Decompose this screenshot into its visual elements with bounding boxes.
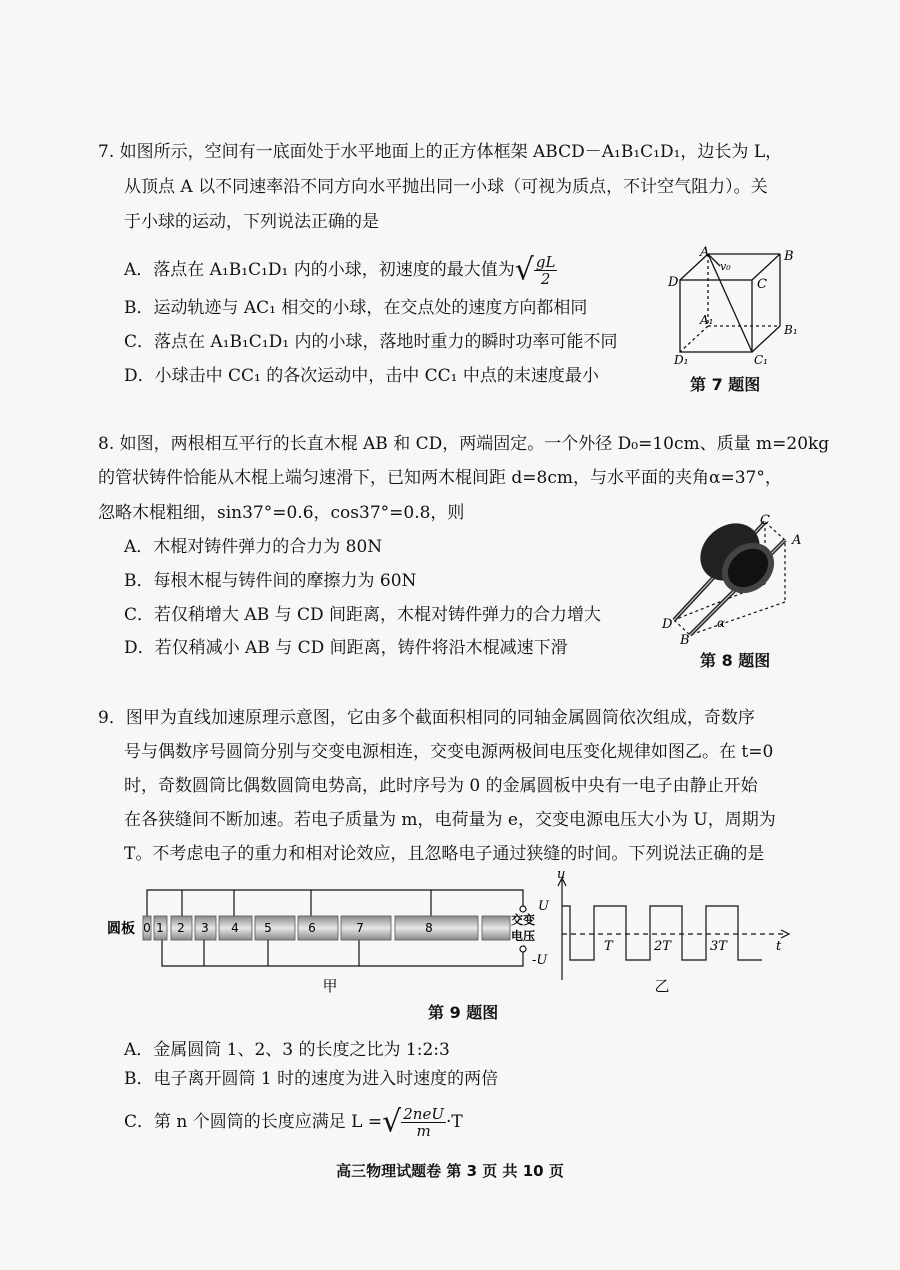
- tube-number: 0: [143, 921, 151, 935]
- q7-option-c: C．落点在 A₁B₁C₁D₁ 内的小球，落地时重力的瞬时功率可能不同: [124, 332, 618, 352]
- label-negU: -U: [532, 953, 548, 968]
- tick-T: T: [604, 939, 613, 954]
- label-D1: D₁: [674, 353, 689, 367]
- q9-stem-line3: 时，奇数圆筒比偶数圆筒电势高，此时序号为 0 的金属圆板中央有一电子由静止开始: [124, 776, 758, 796]
- q7-stem-line1: 7. 如图所示，空间有一底面处于水平地面上的正方体框架 ABCD－A₁B₁C₁D₁，边长为 L，: [98, 142, 783, 162]
- q8-option-d: D．若仅稍减小 AB 与 CD 间距离，铸件将沿木棍减速下滑: [124, 638, 568, 658]
- q9-option-a: A．金属圆筒 1、2、3 的长度之比为 1:2:3: [124, 1040, 450, 1060]
- page-footer: 高三物理试题卷 第 3 页 共 10 页: [336, 1162, 564, 1180]
- source-label-1: 交变: [510, 913, 536, 927]
- label-A: A: [700, 245, 710, 260]
- q7-stem-line3: 于小球的运动，下列说法正确的是: [124, 212, 379, 232]
- q9-stem-line5: T。不考虑电子的重力和相对论效应，且忽略电子通过狭缝的时间。下列说法正确的是: [124, 844, 765, 864]
- tube-5: [255, 916, 295, 940]
- tube-8: [395, 916, 478, 940]
- tube-number: 8: [425, 921, 433, 935]
- label-D: D: [662, 617, 673, 632]
- figure-yi-label: 乙: [654, 977, 670, 995]
- q9-option-b: B．电子离开圆筒 1 时的速度为进入时速度的两倍: [124, 1069, 499, 1089]
- q8-stem-line3: 忽略木棍粗细，sin37°=0.6，cos37°=0.8，则: [98, 503, 465, 523]
- fig-left-label: 圆板: [107, 921, 135, 937]
- tube-6: [298, 916, 338, 940]
- figure-jia-label: 甲: [322, 977, 338, 995]
- label-U: U: [538, 899, 549, 914]
- q9-stem-line4: 在各狭缝间不断加速。若电子质量为 m，电荷量为 e，交变电源电压大小为 U，周期为: [124, 810, 776, 830]
- sqrt-sign: √: [514, 252, 534, 288]
- fraction-numerator: gL: [535, 253, 556, 271]
- axis-u: u: [557, 870, 566, 882]
- tick-3T: 3T: [710, 939, 727, 954]
- q7-cube-figure: [660, 244, 810, 374]
- label-A: A: [792, 533, 802, 548]
- label-C1: C₁: [754, 353, 768, 367]
- q8-caption: 第 8 题图: [700, 651, 771, 670]
- sqrt-sign: √: [382, 1104, 402, 1140]
- q8-option-b: B．每根木棍与铸件间的摩擦力为 60N: [124, 571, 417, 591]
- q9-option-c-text: C．第 n 个圆筒的长度应满足 L =: [124, 1112, 383, 1132]
- q9-stem-line2: 号与偶数序号圆筒分别与交变电源相连，交变电源两极间电压变化规律如图乙。在 t=0: [124, 742, 774, 762]
- label-C: C: [757, 277, 767, 292]
- label-D: D: [668, 275, 679, 290]
- q8-stem-line2: 的管状铸件恰能从木棍上端匀速滑下，已知两木棍间距 d=8cm，与水平面的夹角α=37°，: [98, 468, 782, 488]
- q7-option-d: D．小球击中 CC₁ 的各次运动中，击中 CC₁ 中点的末速度最小: [124, 366, 599, 386]
- fraction-numerator: 2neU: [403, 1105, 444, 1123]
- q7-stem-line2: 从顶点 A 以不同速率沿不同方向水平抛出同一小球（可视为质点，不计空气阻力）。关: [124, 177, 768, 197]
- label-B: B: [784, 249, 794, 264]
- source-label-2: 电压: [510, 929, 536, 943]
- tube-number: 1: [156, 921, 164, 935]
- tube-number: 7: [356, 921, 364, 935]
- fraction-denominator: m: [416, 1122, 431, 1140]
- label-A1: A₁: [700, 313, 714, 327]
- q7-option-a: [124, 254, 557, 287]
- q7-option-a-text: A．落点在 A₁B₁C₁D₁ 内的小球，初速度的最大值为: [124, 260, 515, 280]
- tube-number: 4: [231, 921, 239, 935]
- label-C: C: [760, 513, 770, 528]
- q9-caption: 第 9 题图: [428, 1003, 499, 1022]
- label-alpha: α: [717, 616, 726, 630]
- q8-option-c: C．若仅稍增大 AB 与 CD 间距离，木棍对铸件弹力的合力增大: [124, 605, 602, 625]
- tube-7: [341, 916, 391, 940]
- label-B1: B₁: [784, 323, 798, 337]
- fraction-denominator: 2: [540, 270, 551, 288]
- q8-stem-line1: 8. 如图，两根相互平行的长直木棍 AB 和 CD，两端固定。一个外径 D₀=10cm、质量 m=20kg: [98, 434, 830, 454]
- tube-number: 5: [264, 921, 272, 935]
- tube-number: 6: [308, 921, 316, 935]
- q9-accelerator-figure: [105, 870, 555, 995]
- q8-option-a: A．木棍对铸件弹力的合力为 80N: [124, 537, 383, 557]
- q8-incline-figure: [660, 510, 815, 650]
- q9-option-c-fraction: [401, 1106, 446, 1139]
- tick-2T: 2T: [654, 939, 671, 954]
- q9-stem-line1: 9．图甲为直线加速原理示意图，它由多个截面积相同的同轴金属圆筒依次组成，奇数序: [98, 708, 755, 728]
- q7-option-a-fraction: [534, 254, 558, 287]
- q9-voltage-graph: [532, 870, 802, 995]
- q7-option-b: B．运动轨迹与 AC₁ 相交的小球，在交点处的速度方向都相同: [124, 298, 588, 318]
- q7-caption: 第 7 题图: [690, 375, 761, 394]
- tube-partial: [482, 916, 510, 940]
- q9-option-c-suffix: ·T: [445, 1112, 463, 1132]
- label-v0: v₀: [720, 260, 731, 273]
- label-B: B: [680, 633, 690, 648]
- tube-number: 2: [177, 921, 185, 935]
- axis-t: t: [776, 939, 782, 954]
- q9-option-c: [124, 1106, 463, 1139]
- tube-number: 3: [201, 921, 209, 935]
